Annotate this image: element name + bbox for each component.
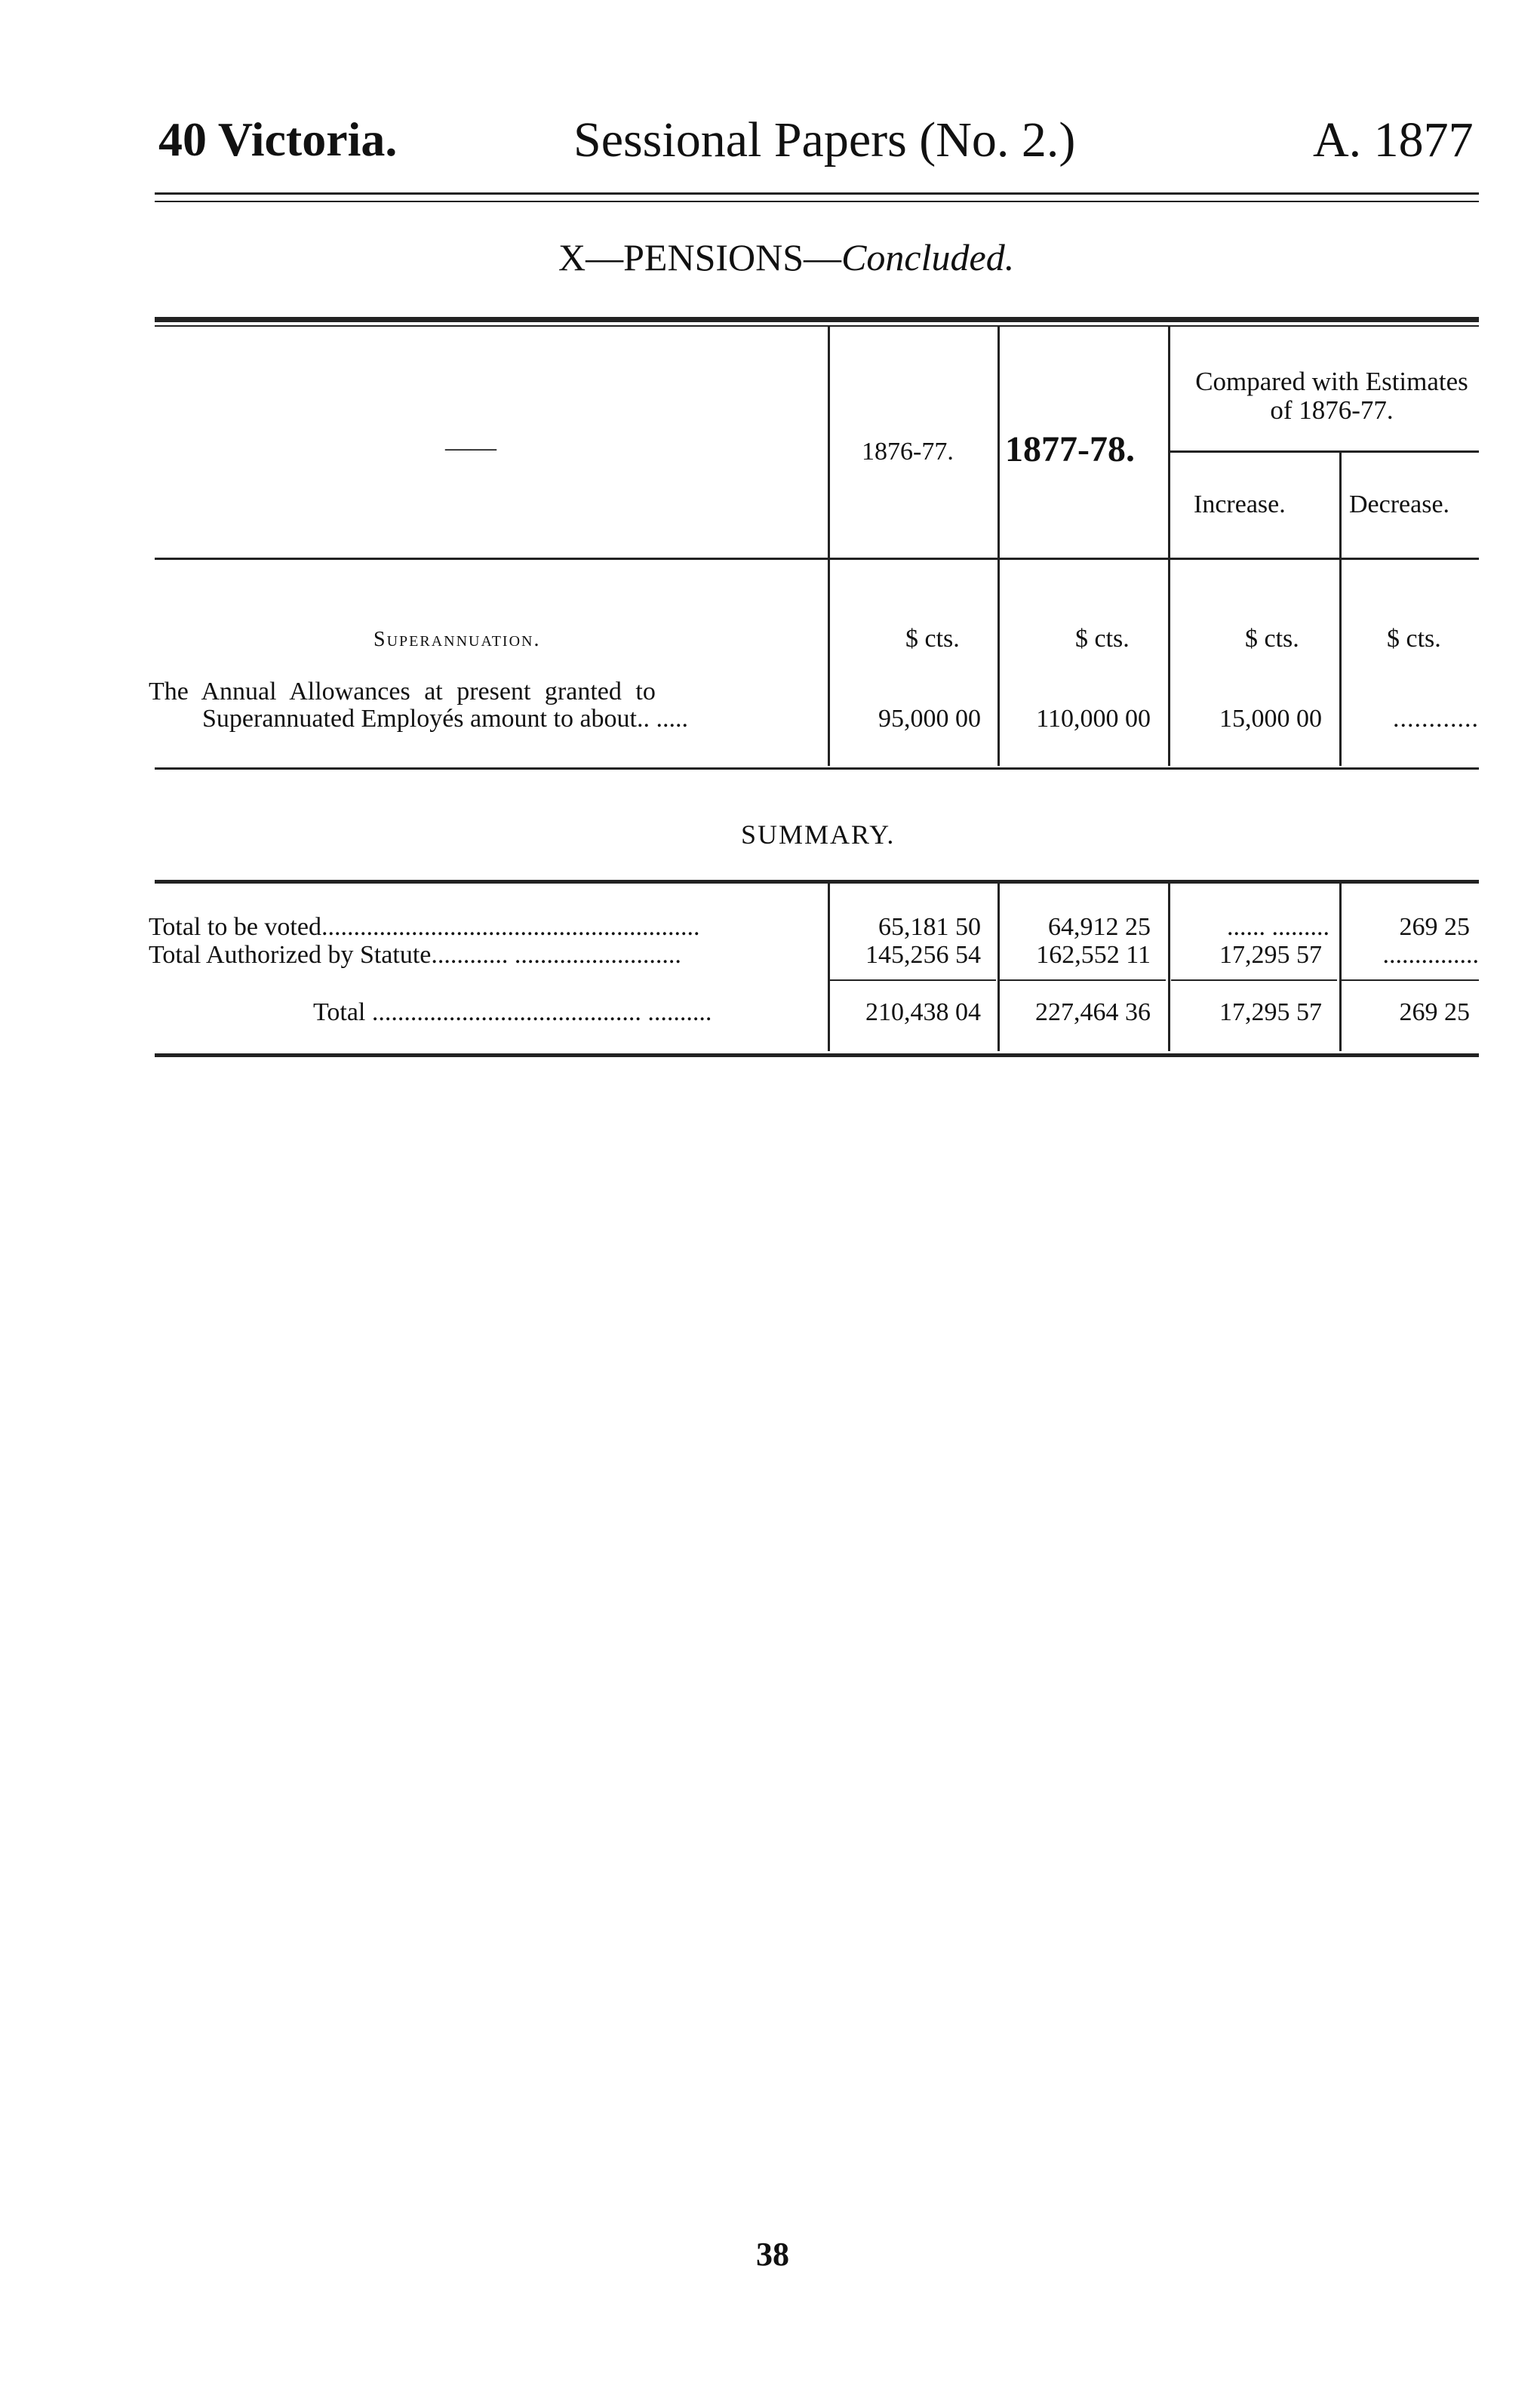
summary-row-1877: 162,552 11: [1036, 941, 1151, 969]
row-decrease-value: ............: [1393, 705, 1479, 733]
header-rule-top: [155, 192, 1479, 195]
col-increase-header: Increase.: [1194, 490, 1286, 518]
summary-row-increase: 17,295 57: [1219, 941, 1322, 969]
header-right: A. 1877: [1313, 112, 1474, 168]
col-compared-header: [1185, 367, 1479, 425]
summary-total-1877: 227,464 36: [1035, 998, 1151, 1026]
summary-row-1876: 65,181 50: [878, 913, 981, 941]
unit-increase: $ cts.: [1245, 625, 1299, 653]
summary-row-increase: ...... .........: [1227, 913, 1329, 941]
table-top-rule: [155, 317, 1479, 322]
summary-title: SUMMARY.: [741, 819, 896, 850]
superannuation-label: Superannuation.: [373, 628, 541, 651]
subtotal-rule-2: [1000, 979, 1166, 981]
summary-row-1877: 64,912 25: [1048, 913, 1151, 941]
summary-total-1876: 210,438 04: [865, 998, 981, 1026]
header-center: Sessional Papers (No. 2.): [573, 112, 1076, 168]
col-divider-3: [1168, 327, 1170, 766]
row-1876-value: 95,000 00: [878, 705, 981, 733]
section-title-italic: Concluded.: [841, 236, 1015, 278]
summary-total-increase: 17,295 57: [1219, 998, 1322, 1026]
row-1877-value: 110,000 00: [1036, 705, 1151, 733]
section-title: [558, 235, 1014, 279]
summary-row-decrease: 269 25: [1399, 913, 1470, 941]
section-title-main: X—PENSIONS—: [558, 236, 842, 278]
summary-total-label: Total .......................................... ..........: [313, 998, 712, 1026]
col-divider-1: [828, 327, 830, 766]
subtotal-rule-3: [1171, 979, 1337, 981]
compared-rule: [1170, 450, 1479, 453]
row-desc-line1: The Annual Allowances at present granted to: [149, 678, 656, 706]
summary-top-rule: [155, 880, 1479, 884]
summary-col-divider-3: [1168, 884, 1170, 1051]
summary-row-label: Total Authorized by Statute............ ..........................: [149, 941, 681, 969]
summary-total-decrease: 269 25: [1399, 998, 1470, 1026]
header-left: 40 Victoria.: [158, 112, 398, 166]
unit-1877: $ cts.: [1075, 625, 1130, 653]
header-bottom-rule: [155, 558, 1479, 560]
summary-row-decrease: ...............: [1382, 941, 1479, 969]
unit-1876: $ cts.: [905, 625, 960, 653]
subtotal-rule-1: [830, 979, 996, 981]
col-compared-label: Compared with Estimates of 1876-77.: [1195, 367, 1468, 425]
table-top-rule-thin: [155, 325, 1479, 327]
col-decrease-header: Decrease.: [1349, 490, 1450, 518]
summary-bottom-rule: [155, 1053, 1479, 1057]
unit-decrease: $ cts.: [1387, 625, 1441, 653]
row-increase-value: 15,000 00: [1219, 705, 1322, 733]
subtotal-rule-4: [1342, 979, 1479, 981]
col-divider-2: [997, 327, 1000, 766]
row-desc-line2: Superannuated Employés amount to about.. .....: [202, 705, 688, 733]
summary-row-1876: 145,256 54: [865, 941, 981, 969]
col-1876-header: 1876-77.: [862, 438, 954, 466]
page-number: 38: [756, 2236, 789, 2273]
table-bottom-rule: [155, 767, 1479, 770]
col-desc-header: ——: [445, 434, 496, 462]
summary-row-label: Total to be voted...........................................................: [149, 913, 700, 941]
header-rule-bottom: [155, 201, 1479, 202]
col-1877-header: 1877-78.: [1005, 429, 1135, 469]
